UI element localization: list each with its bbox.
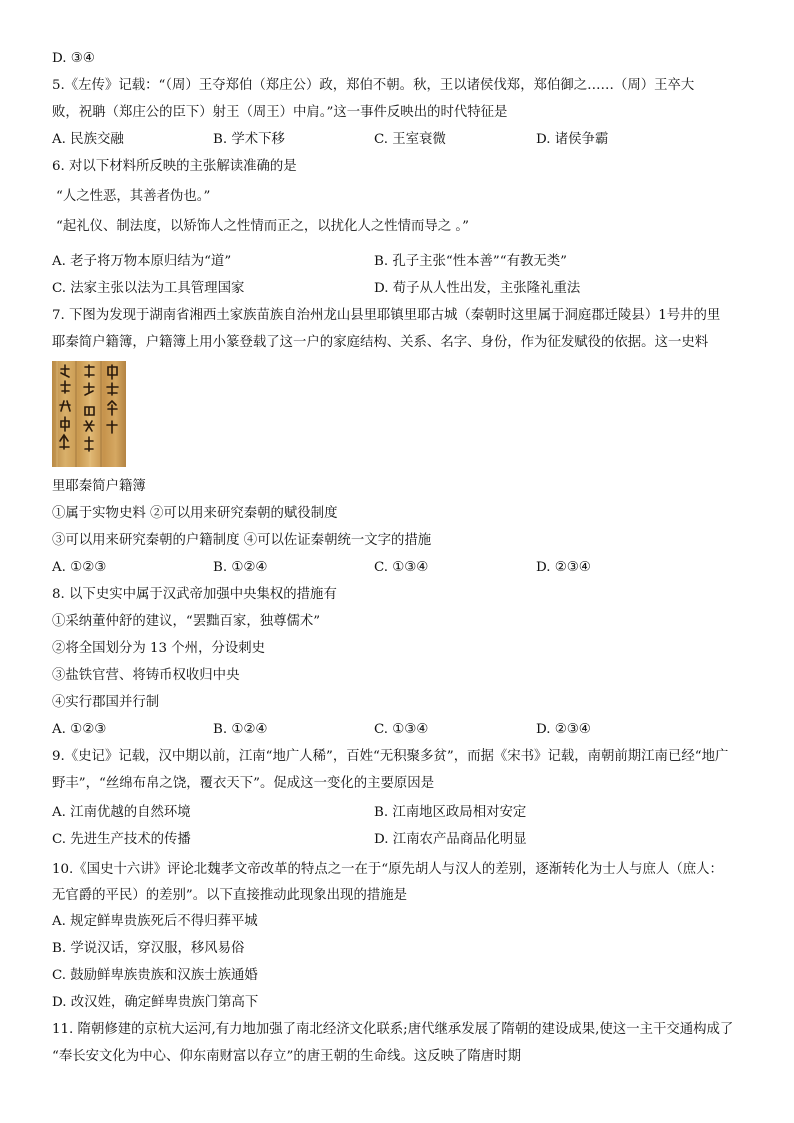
- question-6-options-row-1: [52, 253, 752, 271]
- question-8-statement-3: ③盐铁官营、将铸币权收归中央: [52, 668, 240, 683]
- option-c: C. ①③④: [374, 560, 429, 575]
- option-d: D. 江南农产品商品化明显: [374, 832, 527, 847]
- question-10-option-b: B. 学说汉话，穿汉服，移风易俗: [52, 941, 245, 956]
- question-9-options-row-2: [52, 831, 752, 849]
- question-7-stem: 7. 下图为发现于湖南省湘西土家族苗族自治州龙山县里耶镇里耶古城（秦朝时这里属于洞庭郡迁陵县）1号井的里: [52, 308, 721, 323]
- question-7-statements-1: ①属于实物史料 ②可以用来研究秦朝的赋役制度: [52, 506, 338, 521]
- question-7-statements-2: ③可以用来研究秦朝的户籍制度 ④可以佐证秦朝统一文字的措施: [52, 533, 432, 548]
- question-9-stem-cont: 野丰”，“丝绵布帛之饶，覆衣天下”。促成这一变化的主要原因是: [52, 776, 435, 791]
- option-a: A. ①②③: [52, 560, 107, 575]
- option-c: C. 先进生产技术的传播: [52, 832, 191, 847]
- option-a: A. 江南优越的自然环境: [52, 805, 191, 820]
- question-6-stem: 6. 对以下材料所反映的主张解读准确的是: [52, 159, 297, 174]
- option-d: D. ②③④: [536, 560, 591, 575]
- question-5-options: [52, 131, 752, 149]
- question-8-stem: 8. 以下史实中属于汉武帝加强中央集权的措施有: [52, 587, 337, 602]
- option-d: D. 诸侯争霸: [536, 132, 609, 147]
- question-10-option-c: C. 鼓励鲜卑族贵族和汉族士族通婚: [52, 968, 258, 983]
- question-10-stem: 10.《国史十六讲》评论北魏孝文帝改革的特点之一在于“原先胡人与汉人的差别，逐渐转化为士人与庶人（庶人：: [52, 862, 723, 877]
- question-8-options: [52, 721, 752, 739]
- option-a: A. 老子将万物本原归结为“道”: [52, 254, 232, 269]
- option-c: C. 法家主张以法为工具管理国家: [52, 281, 245, 296]
- question-7-stem-cont: 耶秦简户籍簿，户籍簿上用小篆登载了这一户的家庭结构、关系、名字、身份，作为征发赋役的依据。这一史料: [52, 335, 709, 350]
- question-6-material-1: “人之性恶，其善者伪也。”: [56, 189, 211, 204]
- question-6-material-2: “起礼仪、制法度，以矫饰人之性情而正之，以扰化人之性情而导之 。”: [56, 219, 469, 234]
- question-8-statement-2: ②将全国划分为 13 个州，分设刺史: [52, 641, 266, 656]
- question-7-options: [52, 559, 752, 577]
- question-5-stem: 5.《左传》记载：“（周）王夺郑伯（郑庄公）政，郑伯不朝。秋，王以诸侯伐郑，郑伯御之……（周）王卒大: [52, 78, 695, 93]
- question-5-stem-cont: 败，祝聃（郑庄公的臣下）射王（周王）中肩。”这一事件反映出的时代特征是: [52, 105, 508, 120]
- question-9-stem: 9.《史记》记载，汉中期以前，江南“地广人稀”，百姓“无积聚多贫”，而据《宋书》记载，南朝前期江南已经“地广: [52, 749, 729, 764]
- question-11-stem: 11. 隋朝修建的京杭大运河,有力地加强了南北经济文化联系;唐代继承发展了隋朝的建设成果,使这一主干交通构成了: [52, 1022, 734, 1037]
- question-10-option-a: A. 规定鲜卑贵族死后不得归葬平城: [52, 914, 258, 929]
- question-6-options-row-2: [52, 280, 752, 298]
- prev-question-option-d: D. ③④: [52, 51, 95, 66]
- option-c: C. 王室衰微: [374, 132, 446, 147]
- option-b: B. 江南地区政局相对安定: [374, 805, 527, 820]
- question-9-options-row-1: [52, 804, 752, 822]
- question-11-stem-cont: “奉长安文化为中心、仰东南财富以存立”的唐王朝的生命线。这反映了隋唐时期: [52, 1049, 521, 1064]
- question-10-stem-cont: 无官爵的平民）的差别”。以下直接推动此现象出现的措施是: [52, 888, 407, 903]
- question-8-statement-1: ①采纳董仲舒的建议，“罢黜百家，独尊儒术”: [52, 614, 321, 629]
- option-d: D. ②③④: [536, 722, 591, 737]
- option-a: A. 民族交融: [52, 132, 124, 147]
- option-a: A. ①②③: [52, 722, 107, 737]
- question-8-statement-4: ④实行郡国并行制: [52, 695, 160, 710]
- image-caption: 里耶秦简户籍簿: [52, 479, 146, 494]
- bamboo-slip-image: [52, 361, 126, 467]
- question-10-option-d: D. 改汉姓，确定鲜卑贵族门第高下: [52, 995, 259, 1010]
- option-b: B. 孔子主张“性本善”“有教无类”: [374, 254, 568, 269]
- option-c: C. ①③④: [374, 722, 429, 737]
- option-b: B. 学术下移: [213, 132, 285, 147]
- option-b: B. ①②④: [213, 722, 268, 737]
- option-d: D. 荀子从人性出发，主张隆礼重法: [374, 281, 581, 296]
- option-b: B. ①②④: [213, 560, 268, 575]
